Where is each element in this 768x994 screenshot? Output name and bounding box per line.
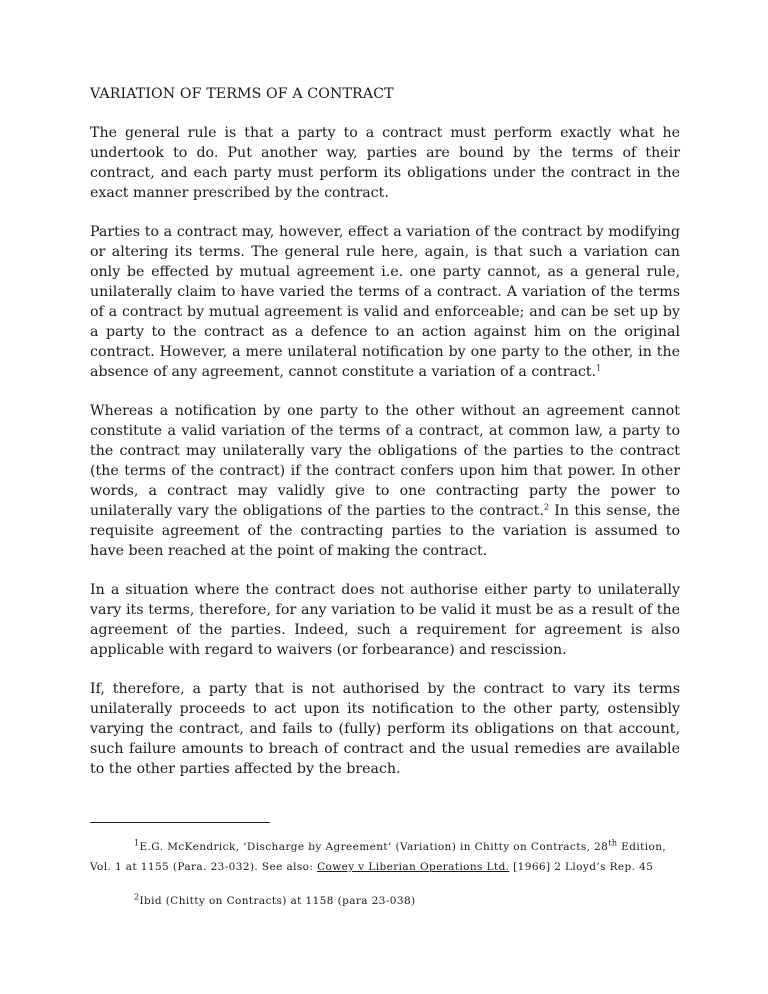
paragraph-text: In this sense, the requisite agreement of the contracting parties to the variation is assumed to have been reached at the point of making the contract.: [90, 503, 680, 559]
paragraph-variation-by-agreement: [90, 222, 680, 382]
footnote-divider: [90, 822, 270, 823]
paragraph-text: Whereas a notification by one party to the other without an agreement cannot constitute a valid variation of the terms of a contract, at common law, a party to the contract may unilaterally vary the obligations of the parties to the contract (the terms of the contract) if the contract confers upon him that power. In other words, a contract may validly give to one contracting party the power to unilaterally vary the obligations of the parties to the contract.: [90, 403, 680, 519]
footnote-1: [90, 837, 680, 877]
paragraph-agreement-required: [90, 580, 680, 660]
footnotes-section: [90, 822, 680, 925]
footnote-text: Edition, Vol. 1 at 1155 (Para. 23-032). See also:: [90, 841, 667, 873]
paragraph-breach: [90, 679, 680, 779]
document-title: VARIATION OF TERMS OF A CONTRACT: [90, 86, 394, 102]
paragraph-unilateral-power: [90, 401, 680, 561]
footnote-ref-1[interactable]: 1: [596, 363, 602, 373]
footnote-text: [1966] 2 Lloyd’s Rep. 45: [509, 861, 654, 873]
footnote-text: Ibid (Chitty on Contracts) at 1158 (para 23-038): [139, 895, 416, 907]
paragraph-text: If, therefore, a party that is not authorised by the contract to vary its terms unilaterally proceeds to act upon its notification to the other party, ostensibly varying the contract, and fails to (fully) perform its obligations on that account, such failure amounts to breach of contract and the usual remedies are available to the other parties affected by the breach.: [90, 681, 680, 777]
footnote-number: 1: [134, 838, 140, 848]
paragraph-general-rule: [90, 123, 680, 203]
paragraph-text: In a situation where the contract does not authorise either party to unilaterally vary its terms, therefore, for any variation to be valid it must be as a result of the agreement of the parties. Indeed, such a requirement for agreement is also applicable with regard to waivers (or forbearance) and rescission.: [90, 582, 680, 658]
paragraph-text: Parties to a contract may, however, effect a variation of the contract by modifying or altering its terms. The general rule here, again, is that such a variation can only be effected by mutual agreement i.e. one party cannot, as a general rule, unilaterally claim to have varied the terms of a contract. A variation of the terms of a contract by mutual agreement is valid and enforceable; and can be set up by a party to the contract as a defence to an action against him on the original contract. However, a mere unilateral notification by one party to the other, in the absence of any agreement, cannot constitute a variation of a contract.: [90, 224, 680, 380]
footnote-2: [90, 891, 680, 911]
document-body: [90, 84, 680, 798]
footnote-ref-2[interactable]: 2: [543, 502, 549, 512]
case-citation-link[interactable]: Cowey v Liberian Operations Ltd.: [317, 861, 510, 873]
footnote-number: 2: [134, 892, 140, 902]
footnote-text: E.G. McKendrick, ‘Discharge by Agreement’ (Variation) in Chitty on Contracts, 28: [139, 841, 609, 853]
footnote-ordinal: th: [608, 838, 618, 848]
paragraph-text: The general rule is that a party to a contract must perform exactly what he undertook to do. Put another way, parties are bound by the terms of their contract, and each party must perform its obligations under the contract in the exact manner prescribed by the contract.: [90, 125, 680, 201]
